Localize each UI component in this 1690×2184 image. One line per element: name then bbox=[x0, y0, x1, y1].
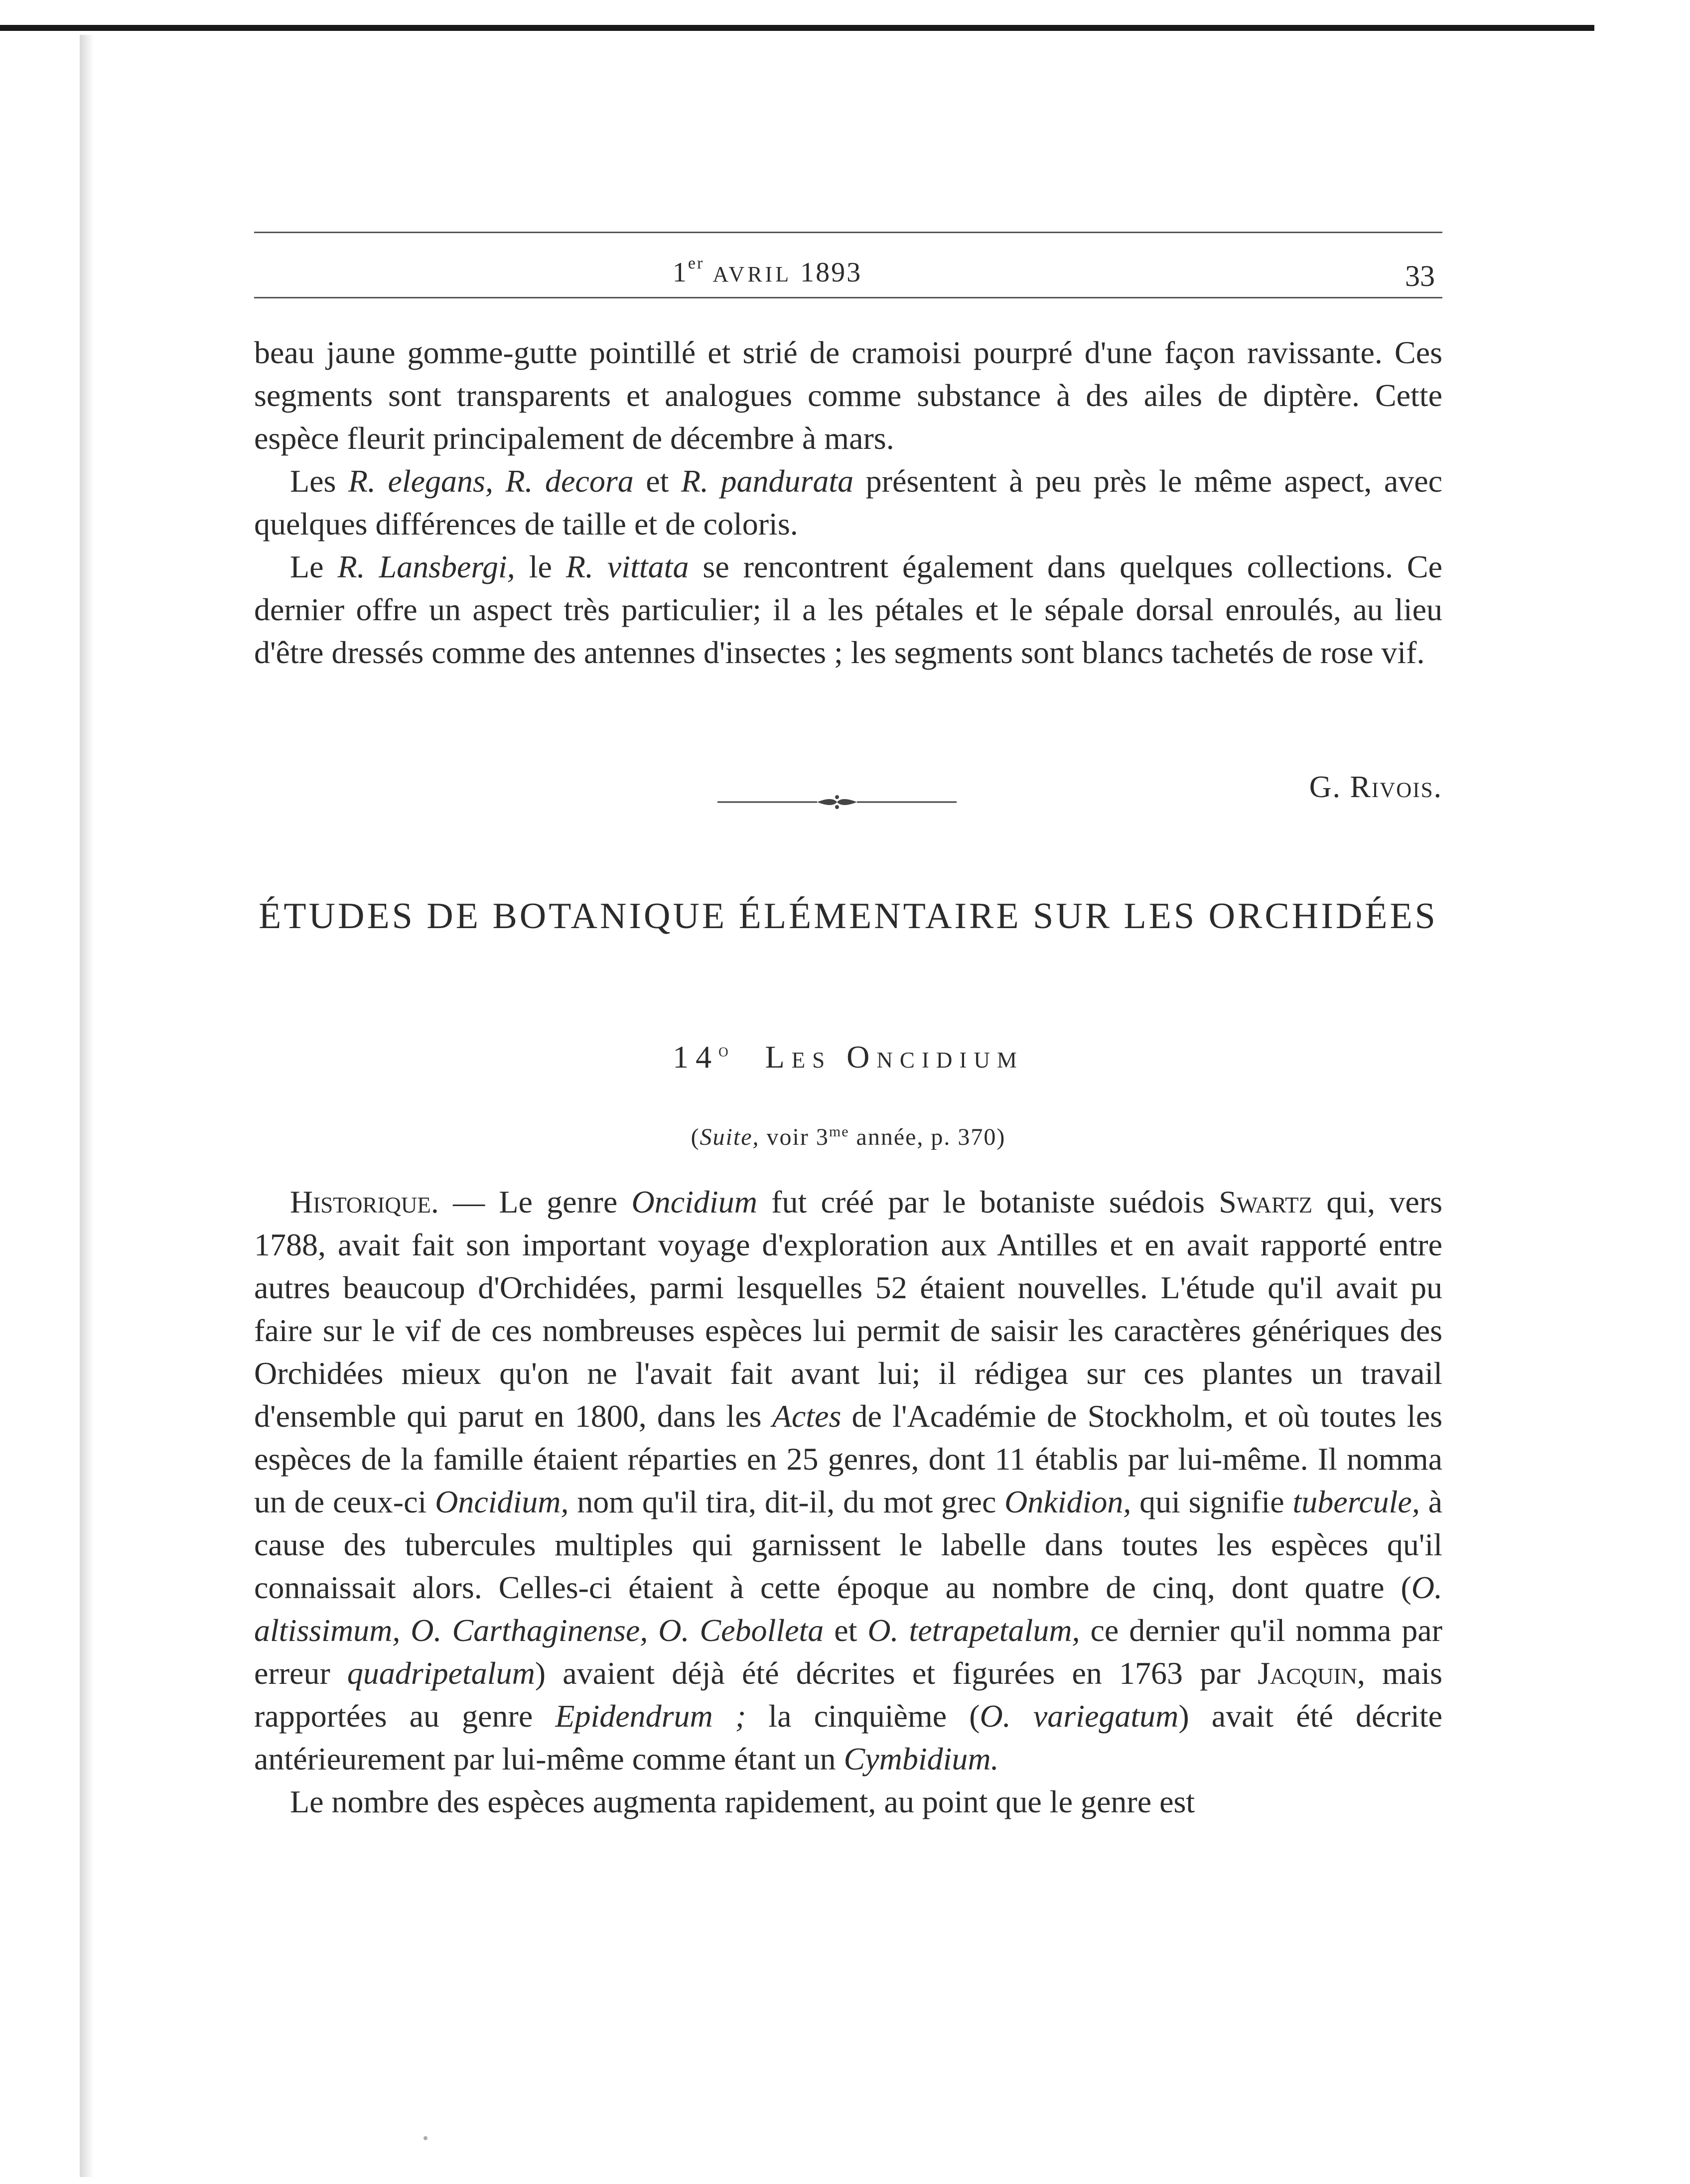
header-year: 1893 bbox=[800, 257, 862, 288]
text-run: , mais rapportées au genre bbox=[254, 1655, 1442, 1734]
genus-name: Oncidium, bbox=[435, 1484, 569, 1519]
text-run: et bbox=[633, 463, 681, 499]
text-run: ) avaient déjà été décrites et figurées en 1763 par bbox=[535, 1655, 1258, 1691]
author-name: Jacquin bbox=[1258, 1655, 1357, 1691]
author-name: Swartz bbox=[1219, 1184, 1313, 1220]
text-run: fut créé par le botaniste suédois bbox=[757, 1184, 1219, 1220]
species-name: quadripetalum bbox=[347, 1655, 535, 1691]
genus-name: Oncidium bbox=[631, 1184, 757, 1220]
greek-word: Onkidion, bbox=[1004, 1484, 1131, 1519]
subtitle-number: 14 bbox=[673, 1039, 719, 1075]
section-divider-ornament bbox=[717, 792, 957, 812]
header-month: AVRIL bbox=[712, 262, 792, 286]
article-title: ÉTUDES DE BOTANIQUE ÉLÉMENTAIRE SUR LES ORCHIDÉES bbox=[259, 896, 1438, 937]
article-body bbox=[254, 1181, 1442, 1823]
section-label: Historique. bbox=[290, 1184, 439, 1220]
text-run: qui signifie bbox=[1131, 1484, 1293, 1519]
species-name: R. Lansbergi, bbox=[337, 549, 515, 584]
text-run: se rencontrent également dans quelques collections. Ce dernier offre un aspect très particulier; il a les pétales et le sépale dorsal enroulés, au lieu d'être dressés comme des antennes d'insectes ; les segments sont blancs tachetés de rose vif. bbox=[254, 549, 1443, 670]
article-continuation-ref bbox=[254, 1123, 1442, 1151]
ref-sup: me bbox=[829, 1123, 849, 1140]
last-paragraph: Le nombre des espèces augmenta rapidement, au point que le genre est bbox=[290, 1784, 1195, 1819]
page-number: 33 bbox=[1405, 260, 1435, 292]
species-name: R. elegans, bbox=[348, 463, 493, 499]
text-run: de l'Académie de Stockholm, et où toutes les espèces de la famille étaient réparties en 25 genres, dont 11 établis par lui-même. Il nomma un de ceux-ci bbox=[254, 1398, 1443, 1519]
text-run: présentent à peu près le même aspect, avec quelques différences de taille et de coloris. bbox=[254, 463, 1443, 542]
text-run: Les bbox=[290, 463, 348, 499]
ref-suite: Suite, bbox=[700, 1124, 760, 1150]
author-signature: G. Rivois. bbox=[1309, 770, 1442, 804]
article-subtitle bbox=[254, 1039, 1442, 1076]
text-run: année, p. 370) bbox=[849, 1124, 1006, 1150]
text-run: nom qu'il tira, dit-il, du mot grec bbox=[568, 1484, 1005, 1519]
header-day-sup: er bbox=[688, 254, 704, 273]
text-run: voir 3 bbox=[759, 1124, 829, 1150]
text-run: qui, vers 1788, avait fait son important voyage d'exploration aux Antilles et en avait rapporté entre autres beaucoup d'Orchidées, parmi lesquelles 52 étaient nouvelles. L'étude qu'il avait pu faire sur le vif de ces nombreuses espèces lui permit de saisir les caractères génériques des Orchidées mieux qu'on ne l'avait fait avant lui; il rédigea sur ces plantes un travail d'ensemble qui parut en 1800, dans les bbox=[254, 1184, 1443, 1434]
genus-name: Cymbidium. bbox=[844, 1741, 999, 1776]
species-name: R. pandurata bbox=[681, 463, 854, 499]
term: tubercule, bbox=[1292, 1484, 1420, 1519]
intro-paragraph-3 bbox=[254, 546, 1442, 674]
text-run: ( bbox=[691, 1124, 700, 1150]
header-day: 1 bbox=[672, 257, 688, 288]
scan-top-edge bbox=[0, 25, 1594, 31]
text-run: et bbox=[824, 1613, 868, 1648]
header-rule-top bbox=[254, 232, 1442, 233]
text-run: le bbox=[515, 549, 566, 584]
header-rule-bottom bbox=[254, 297, 1442, 298]
historique-paragraph bbox=[254, 1181, 1442, 1780]
intro-paragraph-2 bbox=[254, 460, 1442, 546]
subtitle-degree: o bbox=[718, 1040, 735, 1061]
text-run: ce dernier qu'il nomma par erreur bbox=[254, 1613, 1443, 1691]
species-name: O. variegatum bbox=[980, 1698, 1179, 1734]
text-run: la cinquième ( bbox=[746, 1698, 980, 1734]
scan-binding-shadow bbox=[80, 35, 94, 2177]
text-run: à cause des tubercules multiples qui garnissent le labelle dans toutes les espèces qu'il connaissait alors. Celles-ci étaient à cette époque au nombre de cinq, dont quatre ( bbox=[254, 1484, 1443, 1605]
header-date bbox=[254, 254, 1280, 288]
species-name: R. decora bbox=[505, 463, 634, 499]
text-run: Le bbox=[290, 549, 338, 584]
publication-title: Actes bbox=[772, 1398, 842, 1434]
page-header bbox=[254, 234, 1440, 292]
subtitle-text: Les Oncidium bbox=[765, 1039, 1024, 1075]
intro-paragraph-1: beau jaune gomme-gutte pointillé et strié de cramoisi pourpré d'une façon ravissante. Ces segments sont transparents et analogues comme substance à des ailes de diptère. Cette espèce fleurit principalement de décembre à mars. bbox=[254, 335, 1442, 456]
species-list: O. altissimum, O. Carthaginense, O. Cebolleta bbox=[254, 1570, 1442, 1648]
text-run: — Le genre bbox=[438, 1184, 632, 1220]
intro-text bbox=[254, 331, 1442, 674]
text-run bbox=[493, 463, 505, 499]
text-run: ) avait été décrite antérieurement par lui-même comme étant un bbox=[254, 1698, 1443, 1776]
species-name: R. vittata bbox=[565, 549, 689, 584]
genus-name: Epidendrum ; bbox=[555, 1698, 746, 1734]
species-name: O. tetrapetalum, bbox=[867, 1613, 1080, 1648]
scan-speck bbox=[423, 2136, 427, 2140]
